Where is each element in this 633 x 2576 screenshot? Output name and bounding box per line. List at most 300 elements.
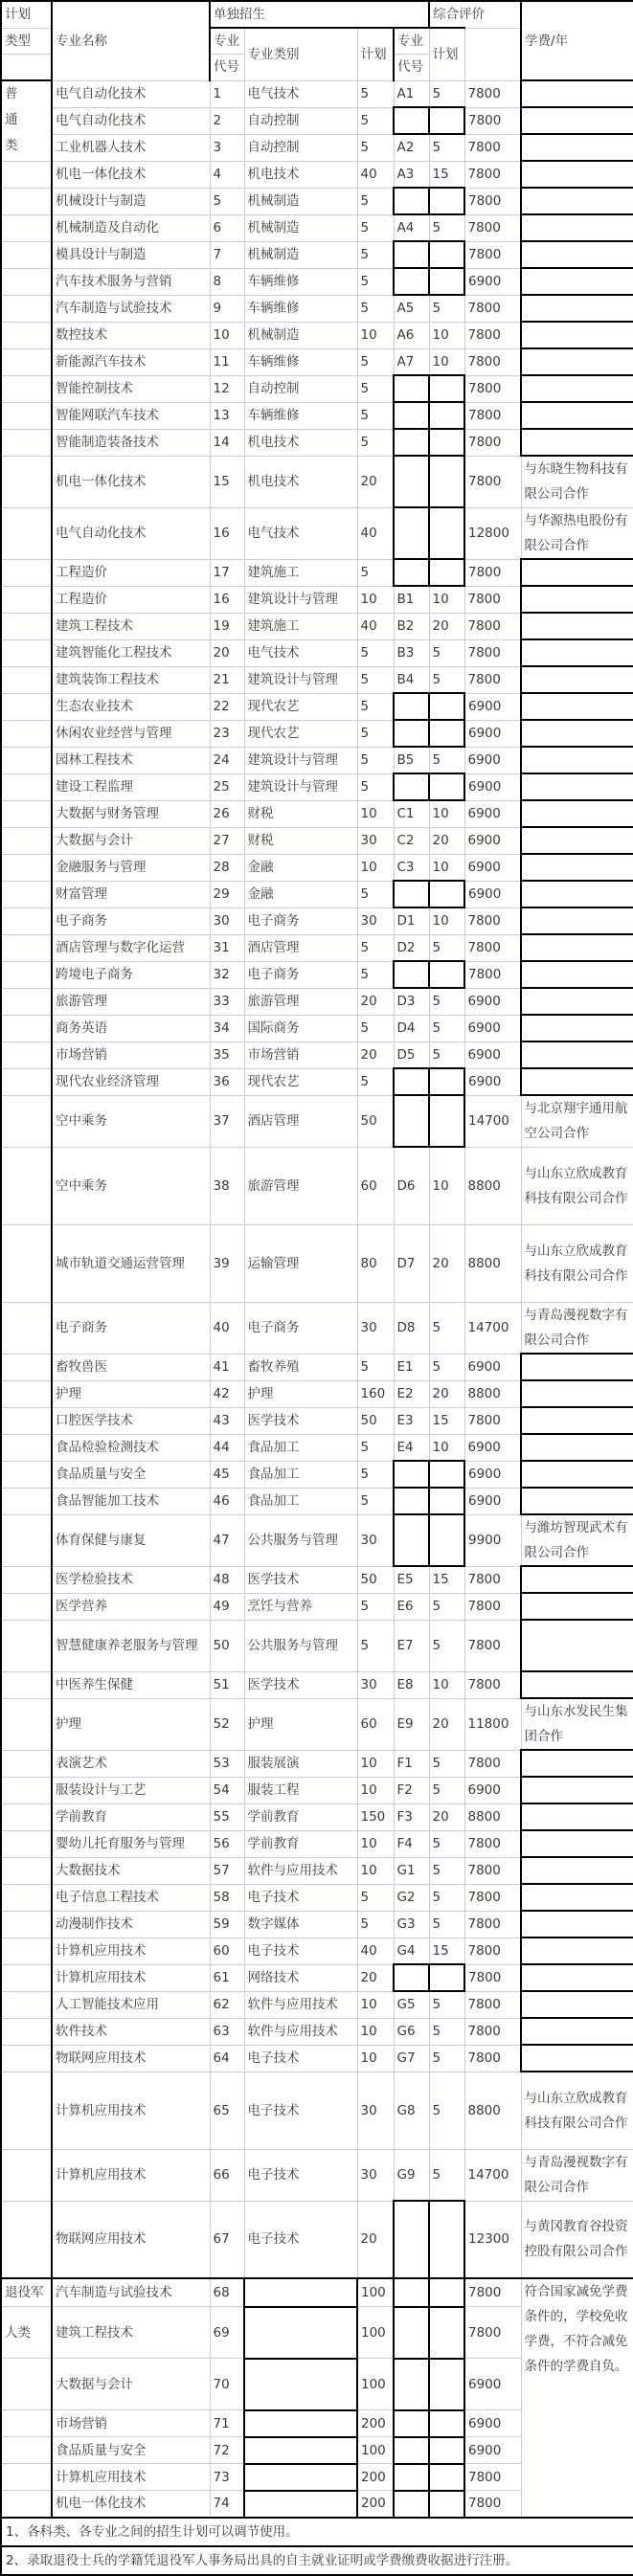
major-name: 表演艺术 [52,1750,210,1777]
remark: 与山东立欣成教育科技有限公司合作 [521,1147,633,1224]
plan-type-blank [1,188,52,214]
header-plan-type: 计划 [1,1,52,28]
ce-code: E7 [394,1620,429,1671]
ce-code: B5 [394,747,429,773]
remark [521,1671,633,1698]
plan-type-blank [1,2018,52,2045]
tuition-fee: 6900 [464,854,521,881]
tuition-fee: 7800 [464,1593,521,1620]
se-code: 2 [210,107,244,134]
se-category: 自动控制 [244,375,357,402]
ce-code: F1 [394,1750,429,1777]
se-category: 学前教育 [244,1830,357,1857]
remark [521,1593,633,1620]
se-category: 软件与应用技术 [244,2018,357,2045]
table-row [1,827,633,854]
se-plan: 20 [357,1042,394,1068]
tuition-fee: 6900 [464,1777,521,1803]
ce-plan: 10 [429,1147,464,1224]
table-row [1,854,633,881]
se-plan: 100 [357,2437,394,2464]
se-code: 22 [210,693,244,720]
tuition-fee: 7800 [464,961,521,988]
plan-type-blank [1,1042,52,1068]
se-category [244,2464,357,2491]
se-plan: 20 [357,988,394,1015]
plan-type-blank [1,1671,52,1698]
se-category: 酒店管理 [244,934,357,961]
major-name: 电气自动化技术 [52,507,210,559]
table-row [1,1593,633,1620]
ce-code [394,1095,429,1147]
se-code: 27 [210,827,244,854]
tuition-fee: 7800 [464,375,521,402]
tuition-fee: 6900 [464,1434,521,1461]
tuition-fee: 6900 [464,693,521,720]
se-category: 金融 [244,881,357,907]
se-code: 13 [210,402,244,429]
se-plan: 10 [357,1777,394,1803]
ce-code: D8 [394,1302,429,1354]
se-category: 现代农艺 [244,720,357,747]
ce-code [394,2278,429,2307]
se-category: 自动控制 [244,107,357,134]
se-code: 53 [210,1750,244,1777]
ce-plan: 5 [429,2045,464,2072]
table-row [1,1514,633,1566]
tuition-fee: 7800 [464,586,521,613]
plan-type-blank [1,559,52,586]
se-code: 12 [210,375,244,402]
tuition-fee: 7800 [464,2278,521,2307]
header-plan-type-blank [1,55,52,81]
se-code: 39 [210,1224,244,1302]
ce-plan [429,961,464,988]
remark [521,586,633,613]
plan-type-blank [1,161,52,188]
se-category [244,2307,357,2359]
remark [521,2045,633,2072]
header-se-code-2: 代号 [210,55,244,81]
se-category [244,2410,357,2437]
se-plan: 5 [357,559,394,586]
tuition-fee: 14700 [464,1302,521,1354]
remark [521,961,633,988]
se-category: 烹饪与营养 [244,1593,357,1620]
remark [521,827,633,854]
tuition-fee: 6900 [464,827,521,854]
se-category: 数字媒体 [244,1911,357,1938]
header-ce-plan: 计划 [429,28,464,80]
tuition-fee: 7800 [464,2491,521,2518]
plan-type-blank [1,507,52,559]
se-category: 车辆维修 [244,402,357,429]
major-name: 畜牧兽医 [52,1354,210,1380]
se-code: 28 [210,854,244,881]
ce-code: G1 [394,1857,429,1884]
tuition-fee: 7800 [464,1857,521,1884]
table-row [1,429,633,456]
se-code: 4 [210,161,244,188]
remark [521,1857,633,1884]
ce-plan: 5 [429,1750,464,1777]
se-category: 电子商务 [244,961,357,988]
se-category: 市场营销 [244,1042,357,1068]
tuition-fee: 9900 [464,1514,521,1566]
ce-plan [429,2201,464,2278]
se-plan: 100 [357,2278,394,2307]
se-plan: 5 [357,214,394,241]
se-code: 50 [210,1620,244,1671]
ce-code: A1 [394,80,429,107]
se-code: 31 [210,934,244,961]
ce-plan: 10 [429,800,464,827]
ce-plan: 5 [429,639,464,666]
tuition-fee: 7800 [464,295,521,322]
ce-code: D1 [394,907,429,934]
plan-type-blank [1,2149,52,2201]
table-row [1,1461,633,1488]
tuition-fee: 7800 [464,188,521,214]
ce-plan: 20 [429,613,464,639]
major-name: 智能控制技术 [52,375,210,402]
se-plan: 5 [357,295,394,322]
se-code: 56 [210,1830,244,1857]
tuition-fee: 6900 [464,1015,521,1042]
plan-type-blank [1,1698,52,1750]
se-plan: 5 [357,1354,394,1380]
ce-plan [429,720,464,747]
table-row [1,881,633,907]
tuition-fee: 7800 [464,1964,521,1991]
se-code: 64 [210,2045,244,2072]
major-name: 电气自动化技术 [52,107,210,134]
plan-type-blank [1,1938,52,1964]
tuition-fee: 7800 [464,1911,521,1938]
tuition-fee: 11800 [464,1698,521,1750]
remark-veteran: 符合国家减免学费条件的，学校免收学费，不符合减免条件的学费自负。 [521,2278,633,2518]
tuition-fee: 7800 [464,1830,521,1857]
se-code: 45 [210,1461,244,1488]
table-row [1,773,633,800]
ce-plan: 10 [429,348,464,375]
se-category: 电气技术 [244,639,357,666]
tuition-fee: 14700 [464,1095,521,1147]
remark [521,188,633,214]
se-plan: 5 [357,666,394,693]
ce-plan [429,2437,464,2464]
se-category [244,2278,357,2307]
ce-plan [429,188,464,214]
se-code: 48 [210,1566,244,1593]
se-plan: 30 [357,1514,394,1566]
remark [521,1938,633,1964]
plan-type-char: 退役军 [5,2285,44,2300]
se-plan: 5 [357,747,394,773]
tuition-fee: 7800 [464,639,521,666]
ce-code: E9 [394,1698,429,1750]
ce-code [394,559,429,586]
major-name: 建筑装饰工程技术 [52,666,210,693]
se-code: 26 [210,800,244,827]
se-code: 65 [210,2072,244,2149]
ce-plan: 5 [429,1884,464,1911]
major-name: 物联网应用技术 [52,2045,210,2072]
header-comprehensive-evaluation: 综合评价 [429,1,521,28]
ce-code [394,881,429,907]
se-plan: 20 [357,456,394,507]
remark [521,268,633,295]
table-row [1,2018,633,2045]
ce-code: C1 [394,800,429,827]
ce-code: F3 [394,1803,429,1830]
major-name: 计算机应用技术 [52,1964,210,1991]
ce-plan: 5 [429,1620,464,1671]
se-category: 财税 [244,827,357,854]
se-plan: 5 [357,773,394,800]
se-plan: 10 [357,1750,394,1777]
tuition-fee: 7800 [464,1671,521,1698]
ce-code: E5 [394,1566,429,1593]
table-row [1,747,633,773]
plan-type-blank [1,1514,52,1566]
plan-type-blank [1,1461,52,1488]
se-category: 酒店管理 [244,1095,357,1147]
remark [521,854,633,881]
table-row [1,80,633,107]
ce-plan: 5 [429,747,464,773]
table-row [1,295,633,322]
major-name: 城市轨道交通运营管理 [52,1224,210,1302]
se-code: 35 [210,1042,244,1068]
ce-code [394,241,429,268]
ce-code [394,402,429,429]
se-code: 42 [210,1380,244,1407]
tuition-fee: 6900 [464,268,521,295]
major-name: 食品检验检测技术 [52,1434,210,1461]
se-code: 11 [210,348,244,375]
tuition-fee: 7800 [464,2307,521,2359]
major-name: 大数据与会计 [52,2359,210,2410]
table-row [1,1302,633,1354]
major-name: 大数据与会计 [52,827,210,854]
se-category: 现代农艺 [244,1068,357,1095]
se-plan: 5 [357,107,394,134]
table-row [1,961,633,988]
remark [521,1461,633,1488]
se-code: 70 [210,2359,244,2410]
plan-type-blank [1,1068,52,1095]
se-code: 44 [210,1434,244,1461]
ce-code [394,693,429,720]
table-row [1,2045,633,2072]
plan-type-blank [1,1302,52,1354]
se-category [244,2437,357,2464]
table-row [1,1830,633,1857]
ce-code: D6 [394,1147,429,1224]
major-name: 体育保健与康复 [52,1514,210,1566]
se-plan: 5 [357,934,394,961]
ce-code: D3 [394,988,429,1015]
se-plan: 5 [357,348,394,375]
ce-plan: 5 [429,1830,464,1857]
major-name: 电子商务 [52,1302,210,1354]
tuition-fee: 7800 [464,934,521,961]
ce-plan [429,456,464,507]
ce-plan: 10 [429,1434,464,1461]
tuition-fee: 7800 [464,241,521,268]
tuition-fee: 8800 [464,1803,521,1830]
ce-plan [429,559,464,586]
se-category: 金融 [244,854,357,881]
plan-type-blank [1,214,52,241]
se-plan: 5 [357,375,394,402]
plan-type-blank [1,720,52,747]
se-code: 34 [210,1015,244,1042]
remark [521,161,633,188]
se-category: 电子商务 [244,1302,357,1354]
ce-code [394,2437,429,2464]
ce-plan: 10 [429,1671,464,1698]
major-name: 汽车制造与试验技术 [52,295,210,322]
table-row [1,107,633,134]
remark [521,375,633,402]
ce-code [394,1488,429,1514]
se-plan: 30 [357,907,394,934]
se-code: 32 [210,961,244,988]
se-plan: 10 [357,1991,394,2018]
major-name: 汽车技术服务与营销 [52,268,210,295]
se-code: 67 [210,2201,244,2278]
ce-plan: 5 [429,1991,464,2018]
table-row [1,720,633,747]
tuition-fee: 7800 [464,214,521,241]
se-code: 63 [210,2018,244,2045]
ce-code [394,188,429,214]
se-code: 62 [210,1991,244,2018]
plan-type-blank [1,639,52,666]
se-plan: 5 [357,188,394,214]
ce-code: G4 [394,1938,429,1964]
major-name: 护理 [52,1380,210,1407]
se-category: 电子技术 [244,2072,357,2149]
table-row [1,2072,633,2149]
se-code: 17 [210,559,244,586]
plan-type-blank [1,934,52,961]
se-code: 30 [210,907,244,934]
se-code: 37 [210,1095,244,1147]
ce-plan [429,1488,464,1514]
major-name: 工业机器人技术 [52,134,210,161]
table-row [1,1147,633,1224]
tuition-fee: 6900 [464,773,521,800]
se-category: 车辆维修 [244,295,357,322]
ce-code: D7 [394,1224,429,1302]
major-name: 人工智能技术应用 [52,1991,210,2018]
se-code: 25 [210,773,244,800]
major-name: 食品质量与安全 [52,1461,210,1488]
se-category: 医学技术 [244,1566,357,1593]
remark [521,348,633,375]
major-name: 休闲农业经营与管理 [52,720,210,747]
se-code: 61 [210,1964,244,1991]
remark [521,1620,633,1671]
major-name: 新能源汽车技术 [52,348,210,375]
se-plan: 5 [357,1434,394,1461]
tuition-fee: 7800 [464,2045,521,2072]
se-code: 69 [210,2307,244,2359]
major-name: 生态农业技术 [52,693,210,720]
se-code: 16 [210,586,244,613]
ce-code: D5 [394,1042,429,1068]
plan-type-blank [1,1380,52,1407]
major-name: 护理 [52,1698,210,1750]
major-name: 机电一体化技术 [52,161,210,188]
se-code: 3 [210,134,244,161]
ce-plan: 5 [429,666,464,693]
ce-plan: 5 [429,134,464,161]
remark: 与山东立欣成教育科技有限公司合作 [521,2072,633,2149]
ce-plan: 5 [429,214,464,241]
major-name: 机械设计与制造 [52,188,210,214]
plan-type-blank [1,2201,52,2278]
table-row [1,268,633,295]
plan-type-blank [1,1593,52,1620]
tuition-fee: 7800 [464,1407,521,1434]
plan-type-blank [1,773,52,800]
table-row [1,1750,633,1777]
se-plan: 5 [357,1488,394,1514]
header-separate-enrollment: 单独招生 [210,1,429,28]
tuition-fee: 7800 [464,322,521,348]
tuition-fee: 7800 [464,80,521,107]
major-name: 建筑工程技术 [52,613,210,639]
se-code: 15 [210,456,244,507]
plan-type-blank [1,907,52,934]
plan-type-blank [1,961,52,988]
tuition-fee: 12800 [464,507,521,559]
se-plan: 5 [357,134,394,161]
plan-type-blank [1,1620,52,1671]
se-plan: 5 [357,881,394,907]
major-name: 建设工程监理 [52,773,210,800]
remark [521,1434,633,1461]
remark [521,1488,633,1514]
plan-type-blank [1,1015,52,1042]
plan-type-regular [1,80,52,161]
ce-plan: 5 [429,1911,464,1938]
ce-code [394,429,429,456]
ce-code: D2 [394,934,429,961]
major-name: 智慧健康养老服务与管理 [52,1620,210,1671]
remark: 与潍坊智现武术有限公司合作 [521,1514,633,1566]
plan-type-blank [1,2437,52,2464]
se-code: 36 [210,1068,244,1095]
remark [521,666,633,693]
major-name: 医学检验技术 [52,1566,210,1593]
ce-code: B4 [394,666,429,693]
ce-code [394,456,429,507]
tuition-fee: 7800 [464,107,521,134]
se-plan: 100 [357,2359,394,2410]
major-name: 建筑工程技术 [52,2307,210,2359]
table-row [1,586,633,613]
plan-type-char: 通 [5,112,18,127]
se-category: 畜牧养殖 [244,1354,357,1380]
ce-plan: 5 [429,1777,464,1803]
se-code: 16 [210,507,244,559]
se-code: 1 [210,80,244,107]
